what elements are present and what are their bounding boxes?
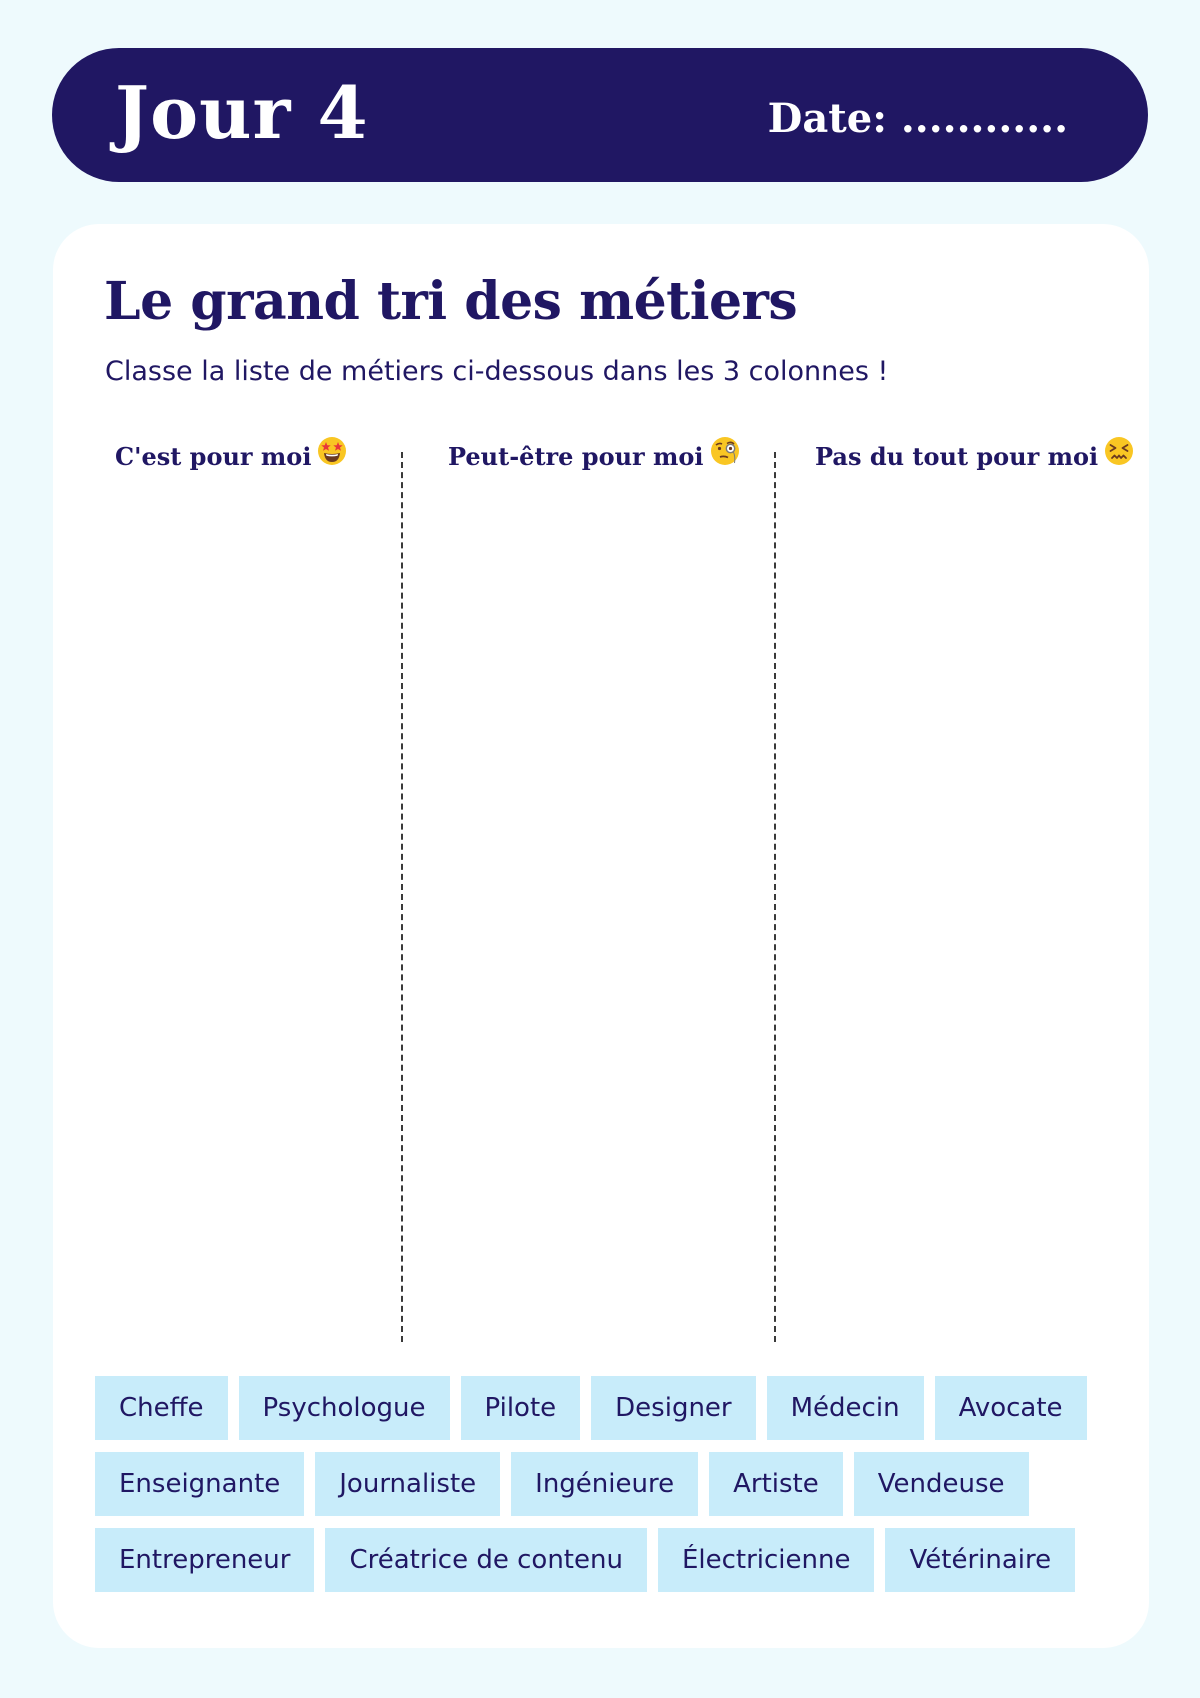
job-chip[interactable]: Enseignante (95, 1452, 304, 1516)
job-chip[interactable]: Ingénieure (511, 1452, 698, 1516)
job-chip[interactable]: Vendeuse (854, 1452, 1029, 1516)
confounded-face-icon (1104, 436, 1134, 475)
date-field: Date: ............ (767, 95, 1068, 142)
job-chip[interactable]: Créatrice de contenu (325, 1528, 646, 1592)
activity-instructions: Classe la liste de métiers ci-dessous dans les 3 colonnes ! (105, 356, 889, 387)
column-header-maybe (448, 440, 740, 475)
activity-title: Le grand tri des métiers (104, 271, 798, 332)
job-chip[interactable]: Artiste (709, 1452, 843, 1516)
column-label: C'est pour moi (115, 442, 312, 471)
column-divider-2 (774, 452, 776, 1342)
column-label: Pas du tout pour moi (815, 442, 1099, 471)
job-chip[interactable]: Vétérinaire (885, 1528, 1075, 1592)
job-chip[interactable]: Médecin (767, 1376, 924, 1440)
activity-card (53, 224, 1149, 1648)
column-header-yes (115, 440, 347, 475)
job-chip[interactable]: Avocate (935, 1376, 1087, 1440)
job-chip-row (95, 1376, 1095, 1440)
column-label: Peut-être pour moi (448, 442, 704, 471)
column-header-no (815, 440, 1134, 475)
job-chip[interactable]: Pilote (461, 1376, 581, 1440)
job-chip[interactable]: Cheffe (95, 1376, 228, 1440)
job-chip[interactable]: Psychologue (239, 1376, 450, 1440)
job-chip[interactable]: Journaliste (315, 1452, 500, 1516)
job-chip[interactable]: Entrepreneur (95, 1528, 314, 1592)
day-title: Jour 4 (115, 70, 369, 155)
face-with-monocle-icon (710, 436, 740, 475)
column-divider-1 (401, 452, 403, 1342)
job-chip-list (95, 1376, 1095, 1604)
job-chip-row (95, 1452, 1095, 1516)
star-struck-face-icon (317, 436, 347, 475)
job-chip-row (95, 1528, 1095, 1592)
job-chip[interactable]: Électricienne (658, 1528, 875, 1592)
job-chip[interactable]: Designer (591, 1376, 755, 1440)
day-header (52, 48, 1148, 182)
